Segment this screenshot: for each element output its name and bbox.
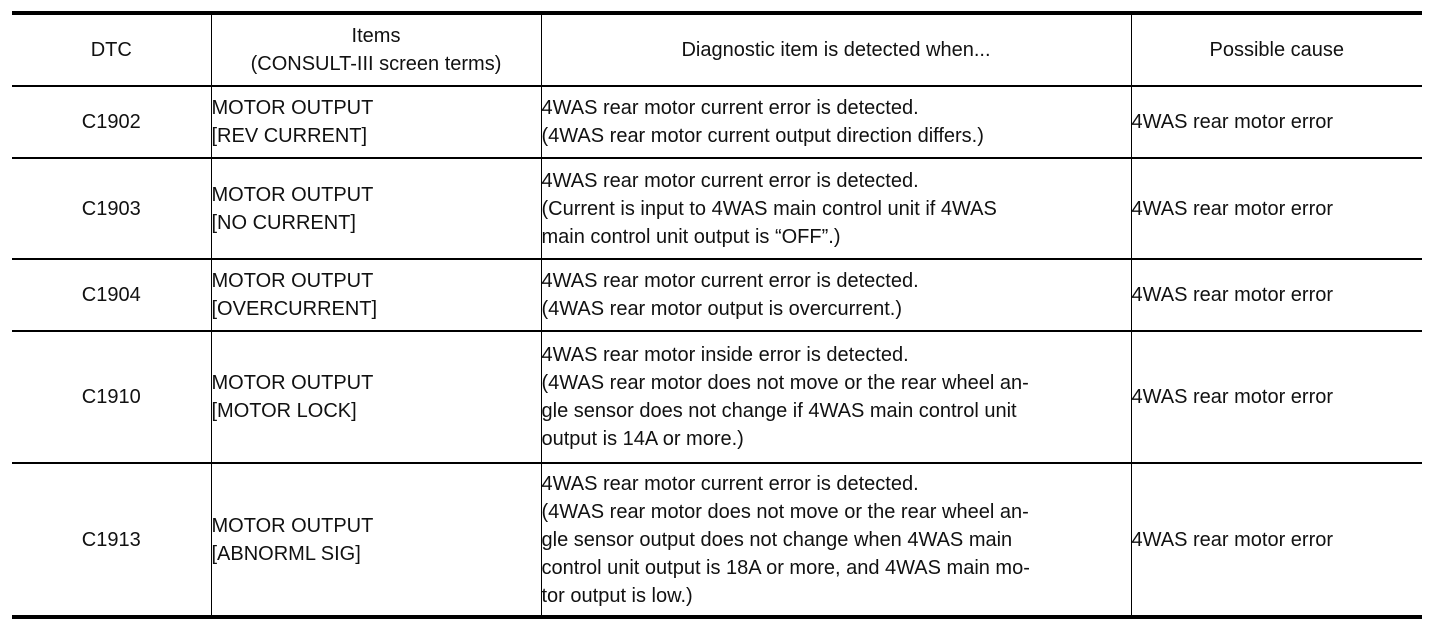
- diagnostic-line: (Current is input to 4WAS main control unit if 4WAS: [541, 197, 997, 220]
- diagnostic-line: 4WAS rear motor current error is detected.: [541, 270, 919, 292]
- dtc-table: [12, 11, 1422, 619]
- dtc-code: C1910: [12, 331, 211, 463]
- dtc-code: C1913: [12, 463, 211, 617]
- item-line: [REV CURRENT]: [211, 125, 368, 147]
- diagnostic-line: output is 14A or more.): [541, 428, 744, 450]
- diagnostic-line: tor output is low.): [541, 584, 693, 607]
- dtc-code: C1903: [12, 158, 211, 259]
- diagnostic-line: 4WAS rear motor inside error is detected.: [541, 344, 909, 366]
- header-row: [12, 13, 1422, 86]
- cause-cell: 4WAS rear motor error: [1131, 463, 1422, 617]
- diagnostic-line: 4WAS rear motor current error is detected.: [541, 472, 919, 495]
- cause-cell: 4WAS rear motor error: [1131, 86, 1422, 158]
- diagnostic-line: control unit output is 18A or more, and 4WAS main mo-: [541, 556, 1030, 579]
- diagnostic-line: (4WAS rear motor does not move or the rear wheel an-: [541, 372, 1029, 394]
- item-line: MOTOR OUTPUT: [211, 97, 374, 119]
- item-line: [MOTOR LOCK]: [211, 400, 357, 422]
- cause-cell: 4WAS rear motor error: [1131, 158, 1422, 259]
- diagnostic-line: 4WAS rear motor current error is detected.: [541, 97, 919, 119]
- diagnostic-cell: [541, 331, 1131, 463]
- header-items: [211, 13, 541, 86]
- cause-cell: 4WAS rear motor error: [1131, 331, 1422, 463]
- diagnostic-line: (4WAS rear motor output is overcurrent.): [541, 298, 902, 320]
- table-row: [12, 158, 1422, 259]
- header-cause: Possible cause: [1131, 13, 1422, 86]
- diagnostic-line: (4WAS rear motor does not move or the rear wheel an-: [541, 500, 1029, 523]
- item-cell: [211, 86, 541, 158]
- item-line: MOTOR OUTPUT: [211, 372, 374, 394]
- item-line: MOTOR OUTPUT: [211, 183, 374, 206]
- item-cell: [211, 259, 541, 331]
- table-row: [12, 463, 1422, 617]
- diagnostic-cell: [541, 463, 1131, 617]
- item-cell: [211, 463, 541, 617]
- dtc-code: C1904: [12, 259, 211, 331]
- item-line: [ABNORML SIG]: [211, 542, 361, 565]
- diagnostic-cell: [541, 158, 1131, 259]
- table-row: [12, 86, 1422, 158]
- diagnostic-line: (4WAS rear motor current output direction differs.): [541, 125, 984, 147]
- item-line: MOTOR OUTPUT: [211, 270, 374, 292]
- diagnostic-line: gle sensor output does not change when 4WAS main: [541, 528, 1013, 551]
- diagnostic-line: main control unit output is “OFF”.): [541, 225, 841, 248]
- header-items-line2: (CONSULT-III screen terms): [250, 53, 502, 75]
- header-items-line1: Items: [351, 25, 401, 47]
- header-dtc: DTC: [12, 13, 211, 86]
- diagnostic-cell: [541, 86, 1131, 158]
- table-row: [12, 259, 1422, 331]
- dtc-code: C1902: [12, 86, 211, 158]
- item-cell: [211, 331, 541, 463]
- diagnostic-cell: [541, 259, 1131, 331]
- diagnostic-line: 4WAS rear motor current error is detected.: [541, 169, 919, 192]
- header-diagnostic: Diagnostic item is detected when...: [541, 13, 1131, 86]
- table-row: [12, 331, 1422, 463]
- item-line: [OVERCURRENT]: [211, 298, 378, 320]
- item-cell: [211, 158, 541, 259]
- diagnostic-line: gle sensor does not change if 4WAS main control unit: [541, 400, 1017, 422]
- item-line: MOTOR OUTPUT: [211, 514, 374, 537]
- item-line: [NO CURRENT]: [211, 211, 356, 234]
- cause-cell: 4WAS rear motor error: [1131, 259, 1422, 331]
